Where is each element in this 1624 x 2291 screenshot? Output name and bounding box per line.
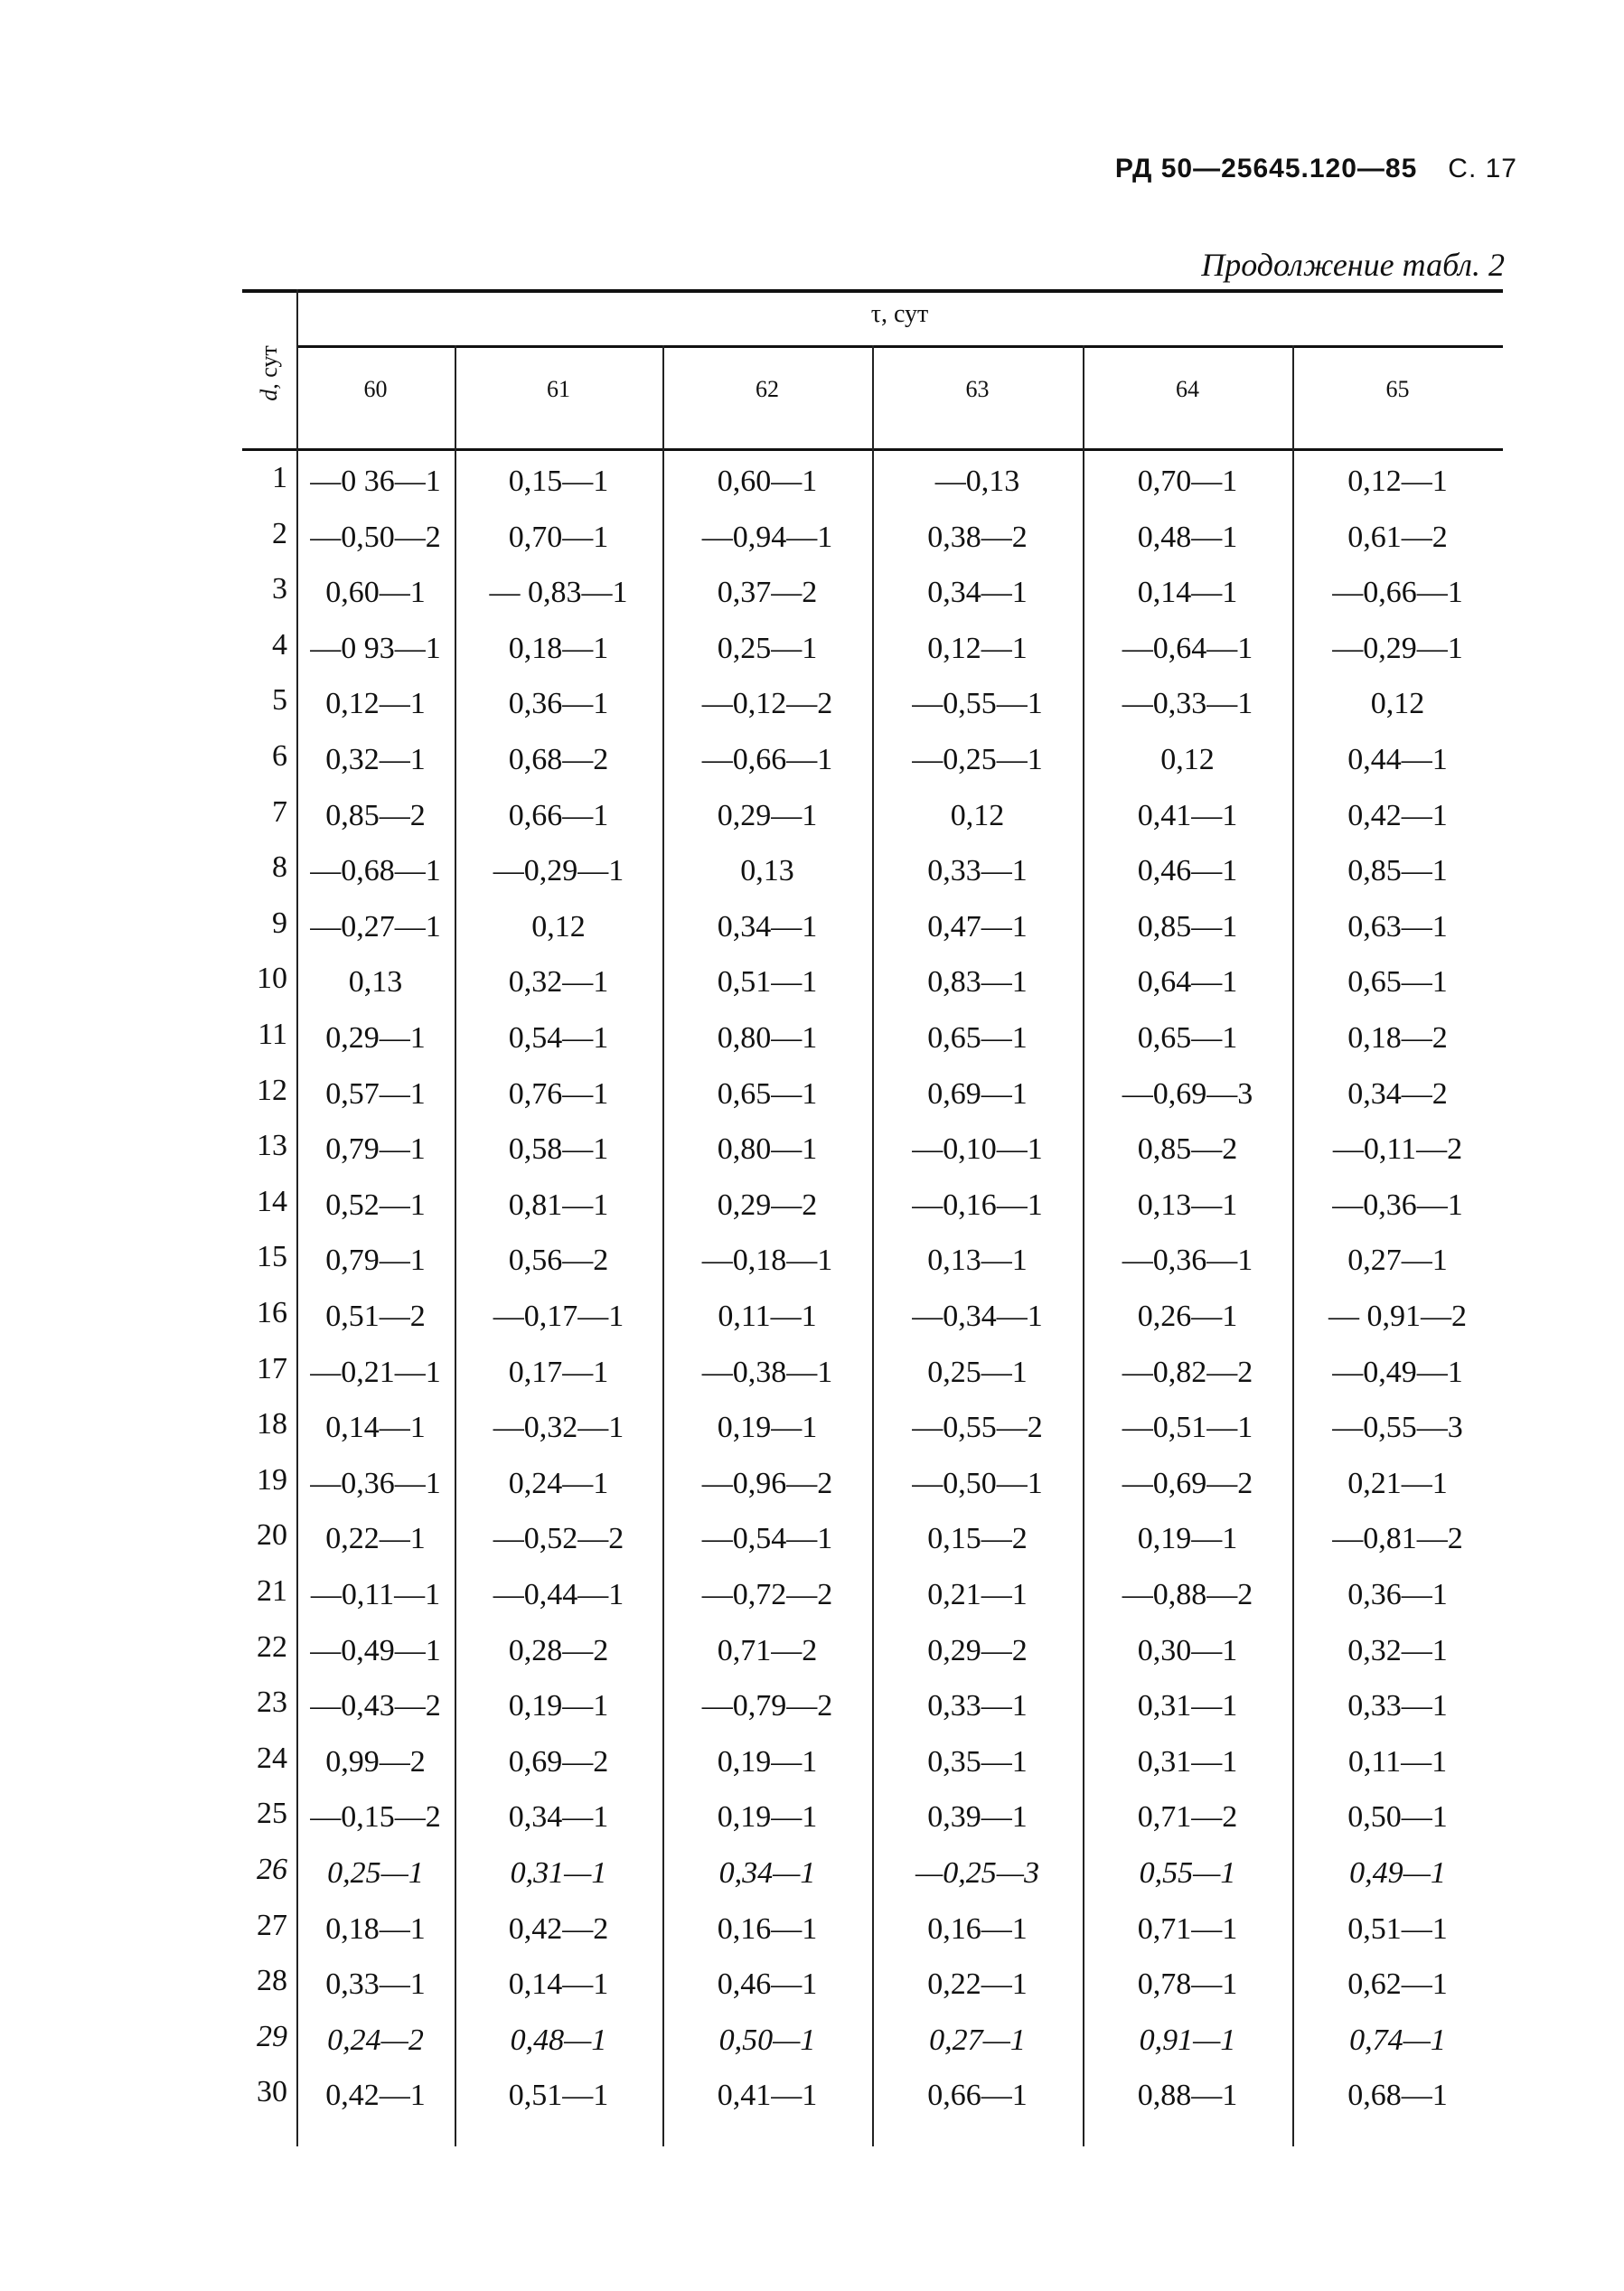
table-cell: 0,19—1 <box>717 1744 818 1779</box>
row-d-label: 9 <box>272 906 287 940</box>
row-d-label: 27 <box>257 1908 287 1942</box>
row-d-label: 23 <box>257 1685 287 1720</box>
row-d-label: 12 <box>257 1073 287 1107</box>
table-cell: 0,18—1 <box>325 1911 426 1946</box>
table-cell: 0,44—1 <box>1347 743 1448 776</box>
table-cell: —0,52—2 <box>493 1522 624 1556</box>
table-continuation-caption: Продолжение табл. 2 <box>1201 247 1505 283</box>
table-cell: 0,11—1 <box>1347 1744 1448 1779</box>
row-d-label: 30 <box>257 2075 287 2109</box>
table-cell: 0,66—1 <box>508 798 609 832</box>
table-cell: —0,72—2 <box>701 1578 833 1611</box>
table-cell: 0,15—1 <box>508 465 609 498</box>
table-cell: —0,10—1 <box>912 1132 1043 1167</box>
table-cell: 0,81—1 <box>508 1188 609 1222</box>
table-cell: 0,33—1 <box>1347 1689 1448 1723</box>
table-cell: 0,70—1 <box>508 520 609 554</box>
table-cell: 0,29—2 <box>717 1188 818 1222</box>
table-cell: 0,12 <box>531 909 586 944</box>
tau-header-rule <box>296 345 1503 348</box>
table-cell: 0,37—2 <box>717 576 818 610</box>
table-cell: 0,71—1 <box>1137 1911 1238 1946</box>
table-cell: 0,76—1 <box>508 1076 609 1111</box>
table-cell: 0,34—1 <box>927 576 1028 610</box>
table-cell: 0,42—1 <box>1347 798 1448 832</box>
table-cell: 0,63—1 <box>1347 909 1448 944</box>
table-cell: 0,48—1 <box>510 2023 607 2057</box>
table-cell: 0,34—2 <box>1347 1076 1448 1111</box>
table-cell: — 0,91—2 <box>1328 1300 1467 1333</box>
table-cell: —0,36—1 <box>1332 1188 1463 1222</box>
table-cell: —0,12—2 <box>701 687 833 721</box>
row-d-label: 3 <box>272 572 287 606</box>
table-cell: 0,41—1 <box>717 2079 818 2113</box>
table-cell: 0,83—1 <box>927 965 1028 1000</box>
table-cell: 0,65—1 <box>1347 965 1448 1000</box>
table-cell: 0,61—2 <box>1347 520 1448 554</box>
table-cell: 0,78—1 <box>1137 1967 1238 2002</box>
table-cell: 0,28—2 <box>508 1633 609 1667</box>
table-cell: 0,36—1 <box>508 687 609 721</box>
table-cell: —0,43—2 <box>310 1689 441 1723</box>
table-cell: 0,34—1 <box>718 1856 816 1890</box>
table-cell: 0,46—1 <box>717 1967 818 2002</box>
row-d-label: 18 <box>257 1407 287 1441</box>
table-cell: 0,11—1 <box>718 1300 817 1333</box>
table-cell: —0,54—1 <box>701 1522 833 1556</box>
table-cell: —0,27—1 <box>310 909 441 944</box>
table-cell: —0,88—2 <box>1122 1578 1253 1611</box>
row-d-label: 16 <box>257 1296 287 1329</box>
table-cell: 0,85—1 <box>1347 854 1448 888</box>
table-cell: 0,88—1 <box>1137 2079 1238 2113</box>
table-cell: 0,19—1 <box>1137 1522 1238 1556</box>
table-cell: —0 93—1 <box>310 631 441 665</box>
table-cell: 0,85—2 <box>325 798 426 832</box>
row-d-label: 24 <box>257 1741 287 1775</box>
column-header: 63 <box>965 376 990 402</box>
table-cell: 0,42—2 <box>508 1911 609 1946</box>
table-cell: —0,21—1 <box>310 1355 441 1389</box>
table-cell: 0,80—1 <box>717 1021 818 1055</box>
table-cell: 0,70—1 <box>1137 465 1238 498</box>
column-header: 62 <box>756 376 779 402</box>
table-cell: —0,17—1 <box>493 1300 624 1333</box>
table-cell: —0,25—1 <box>912 743 1043 776</box>
table-cell: 0,62—1 <box>1347 1967 1448 2002</box>
row-d-label: 8 <box>272 850 287 885</box>
table-cell: 0,13 <box>348 965 403 1000</box>
table-cell: 0,65—1 <box>717 1076 818 1111</box>
table-cell: 0,33—1 <box>325 1967 426 2002</box>
table-cell: 0,14—1 <box>325 1411 426 1445</box>
table-cell: 0,52—1 <box>325 1188 426 1222</box>
document-code: РД 50—25645.120—85 <box>1114 154 1418 183</box>
table-cell: 0,85—2 <box>1137 1132 1238 1167</box>
row-d-label: 21 <box>257 1574 287 1608</box>
table-cell: 0,27—1 <box>1347 1244 1448 1278</box>
table-cell: 0,65—1 <box>1137 1021 1238 1055</box>
d-unit: сут <box>256 345 282 378</box>
table-cell: 0,32—1 <box>325 743 426 776</box>
page-number: С. 17 <box>1448 154 1517 183</box>
table-cell: 0,50—1 <box>718 2023 816 2057</box>
table-cell: 0,54—1 <box>508 1021 609 1055</box>
table-cell: 0,24—1 <box>508 1466 609 1500</box>
table-cell: —0,38—1 <box>701 1355 833 1389</box>
table-cell: —0,11—2 <box>1332 1132 1463 1167</box>
page-header <box>1115 154 1517 184</box>
table-cell: —0,49—1 <box>1332 1355 1463 1389</box>
table-cell: 0,19—1 <box>508 1689 609 1723</box>
table-cell: 0,69—1 <box>927 1076 1028 1111</box>
table-cell: —0,69—2 <box>1122 1466 1253 1500</box>
row-d-label: 25 <box>257 1797 287 1831</box>
table-cell: 0,36—1 <box>1347 1578 1448 1611</box>
table-cell: 0,55—1 <box>1139 1856 1236 1890</box>
table-cell: —0,34—1 <box>912 1300 1043 1333</box>
table-cell: 0,29—1 <box>325 1021 426 1055</box>
table-cell: —0,18—1 <box>701 1244 833 1278</box>
table-cell: 0,46—1 <box>1137 854 1238 888</box>
table-cell: 0,29—1 <box>717 798 818 832</box>
table-cell: 0,18—1 <box>508 631 609 665</box>
table-cell: 0,12 <box>1370 687 1425 721</box>
table-cell: —0,55—1 <box>912 687 1043 721</box>
table-cell: 0,12 <box>950 798 1005 832</box>
table-cell: 0,13—1 <box>927 1244 1028 1278</box>
row-d-label: 20 <box>257 1518 287 1553</box>
table-cell: 0,33—1 <box>927 1689 1028 1723</box>
table-cell: 0,50—1 <box>1347 1800 1448 1835</box>
table-cell: 0,85—1 <box>1137 909 1238 944</box>
table-cell: 0,12—1 <box>927 631 1028 665</box>
table-cell: —0,94—1 <box>701 520 833 554</box>
row-d-label: 28 <box>257 1964 287 1998</box>
table-cell: —0,79—2 <box>701 1689 833 1723</box>
table-cell: 0,74—1 <box>1349 2023 1446 2057</box>
table-cell: 0,30—1 <box>1137 1633 1238 1667</box>
table-cell: 0,22—1 <box>325 1522 426 1556</box>
table-cell: 0,12—1 <box>325 687 426 721</box>
row-d-label: 7 <box>272 794 287 829</box>
table-cell: —0,66—1 <box>1332 576 1463 610</box>
table-cell: —0,11—1 <box>310 1578 441 1611</box>
table-cell: —0,68—1 <box>310 854 441 888</box>
table-cell: 0,35—1 <box>927 1744 1028 1779</box>
column-header: 64 <box>1176 376 1199 402</box>
data-table <box>242 289 1503 2146</box>
table-cell: 0,13—1 <box>1137 1188 1238 1222</box>
d-symbol: d <box>256 389 282 401</box>
table-cell: 0,56—2 <box>508 1244 609 1278</box>
table-cell: 0,68—2 <box>508 743 609 776</box>
table-cell: 0,14—1 <box>508 1967 609 2002</box>
table-cell: —0,81—2 <box>1332 1522 1463 1556</box>
row-d-label: 29 <box>257 2019 287 2053</box>
row-d-label: 1 <box>272 461 287 494</box>
table-cell: 0,47—1 <box>927 909 1028 944</box>
table-cell: 0,99—2 <box>325 1744 426 1779</box>
table-cell: —0,15—2 <box>310 1800 441 1835</box>
row-d-label: 4 <box>272 627 287 662</box>
row-d-label: 15 <box>257 1240 287 1274</box>
table-cell: — 0,83—1 <box>489 576 628 610</box>
table-cell: —0,51—1 <box>1122 1411 1253 1445</box>
table-cell: 0,22—1 <box>927 1967 1028 2002</box>
table-cell: —0,49—1 <box>310 1633 441 1667</box>
table-cell: 0,57—1 <box>325 1076 426 1111</box>
table-cell: 0,17—1 <box>508 1355 609 1389</box>
row-d-label: 22 <box>257 1629 287 1664</box>
row-d-label: 10 <box>257 962 287 996</box>
table-cell: 0,34—1 <box>508 1800 609 1835</box>
table-cell: 0,71—2 <box>717 1633 818 1667</box>
table-cell: —0,66—1 <box>701 743 833 776</box>
table-cell: 0,42—1 <box>325 2079 426 2113</box>
table-cell: 0,39—1 <box>927 1800 1028 1835</box>
row-d-label: 2 <box>272 516 287 550</box>
table-cell: 0,51—1 <box>508 2079 609 2113</box>
table-cell: 0,21—1 <box>1347 1466 1448 1500</box>
table-cell: 0,48—1 <box>1137 520 1238 554</box>
row-d-label: 5 <box>272 683 287 718</box>
table-cell: —0,44—1 <box>493 1578 624 1611</box>
table-cell: —0 36—1 <box>310 465 441 498</box>
table-cell: 0,25—1 <box>717 631 818 665</box>
table-cell: 0,60—1 <box>325 576 426 610</box>
table-cell: —0,96—2 <box>701 1466 833 1500</box>
table-cell: —0,64—1 <box>1122 631 1253 665</box>
table-cell: 0,49—1 <box>1349 1856 1446 1890</box>
table-cell: 0,15—2 <box>927 1522 1028 1556</box>
table-cell: 0,19—1 <box>717 1800 818 1835</box>
table-cell: 0,66—1 <box>927 2079 1028 2113</box>
table-cell: 0,34—1 <box>717 909 818 944</box>
row-d-label: 19 <box>257 1462 287 1497</box>
row-d-label: 26 <box>257 1853 287 1886</box>
table-cell: —0,82—2 <box>1122 1355 1253 1389</box>
table-cell: 0,80—1 <box>717 1132 818 1167</box>
table-cell: 0,13 <box>740 854 794 888</box>
table-cell: 0,29—2 <box>927 1633 1028 1667</box>
table-cell: 0,27—1 <box>929 2023 1026 2057</box>
table-top-rule <box>242 289 1503 293</box>
table-cell: —0,29—1 <box>493 854 624 888</box>
row-d-label: 6 <box>272 739 287 773</box>
table-cell: 0,31—1 <box>510 1856 607 1890</box>
table-cell: 0,58—1 <box>508 1132 609 1167</box>
table-cell: —0,36—1 <box>310 1466 441 1500</box>
table-cell: 0,12—1 <box>1347 465 1448 498</box>
table-cell: 0,65—1 <box>927 1021 1028 1055</box>
table-cell: 0,64—1 <box>1137 965 1238 1000</box>
table-cell: —0,55—2 <box>912 1411 1043 1445</box>
table-cell: —0,32—1 <box>493 1411 624 1445</box>
table-cell: 0,91—1 <box>1139 2023 1236 2057</box>
table-cell: —0,55—3 <box>1332 1411 1463 1445</box>
table-cell: 0,12 <box>1160 743 1215 776</box>
table-cell: 0,31—1 <box>1137 1744 1238 1779</box>
table-cell: —0,33—1 <box>1122 687 1253 721</box>
table-cell: —0,69—3 <box>1122 1076 1253 1111</box>
table-cell: 0,16—1 <box>717 1911 818 1946</box>
d-header: d, сут <box>256 345 282 401</box>
table-cell: 0,24—2 <box>327 2023 424 2057</box>
table-cell: 0,60—1 <box>717 465 818 498</box>
table-cell: —0,16—1 <box>912 1188 1043 1222</box>
table-cell: 0,14—1 <box>1137 576 1238 610</box>
table-cell: 0,19—1 <box>717 1411 818 1445</box>
table-cell: 0,51—1 <box>1347 1911 1448 1946</box>
table-cell: —0,50—1 <box>912 1466 1043 1500</box>
table-cell: 0,71—2 <box>1137 1800 1238 1835</box>
table-cell: 0,21—1 <box>927 1578 1028 1611</box>
table-cell: 0,18—2 <box>1347 1021 1448 1055</box>
table-cell: 0,38—2 <box>927 520 1028 554</box>
table-cell: 0,25—1 <box>927 1355 1028 1389</box>
tau-header: τ, сут <box>870 300 929 328</box>
table-cell: 0,32—1 <box>1347 1633 1448 1667</box>
table-cell: —0,36—1 <box>1122 1244 1253 1278</box>
table-cell: 0,51—2 <box>325 1300 426 1333</box>
table-cell: —0,29—1 <box>1332 631 1463 665</box>
table-cell: 0,25—1 <box>327 1856 424 1890</box>
table-cell: 0,79—1 <box>325 1244 426 1278</box>
table-cell: —0,25—3 <box>915 1856 1039 1890</box>
table-cell: 0,69—2 <box>508 1744 609 1779</box>
row-d-label: 14 <box>257 1184 287 1218</box>
table-cell: 0,32—1 <box>508 965 609 1000</box>
table-cell: —0,13 <box>934 465 1020 498</box>
column-header: 65 <box>1385 376 1410 402</box>
row-d-label: 11 <box>258 1018 287 1051</box>
table-cell: —0,50—2 <box>310 520 441 554</box>
table-cell: 0,51—1 <box>717 965 818 1000</box>
column-header: 60 <box>363 376 388 402</box>
table-cell: 0,16—1 <box>927 1911 1028 1946</box>
table-cell: 0,79—1 <box>325 1132 426 1167</box>
table-cell: 0,41—1 <box>1137 798 1238 832</box>
row-d-label: 17 <box>257 1351 287 1385</box>
row-d-label: 13 <box>257 1129 287 1163</box>
table-cell: 0,68—1 <box>1347 2079 1448 2113</box>
column-header: 61 <box>547 376 570 402</box>
table-cell: 0,26—1 <box>1137 1300 1238 1333</box>
table-cell: 0,31—1 <box>1137 1689 1238 1723</box>
table-cell: 0,33—1 <box>927 854 1028 888</box>
